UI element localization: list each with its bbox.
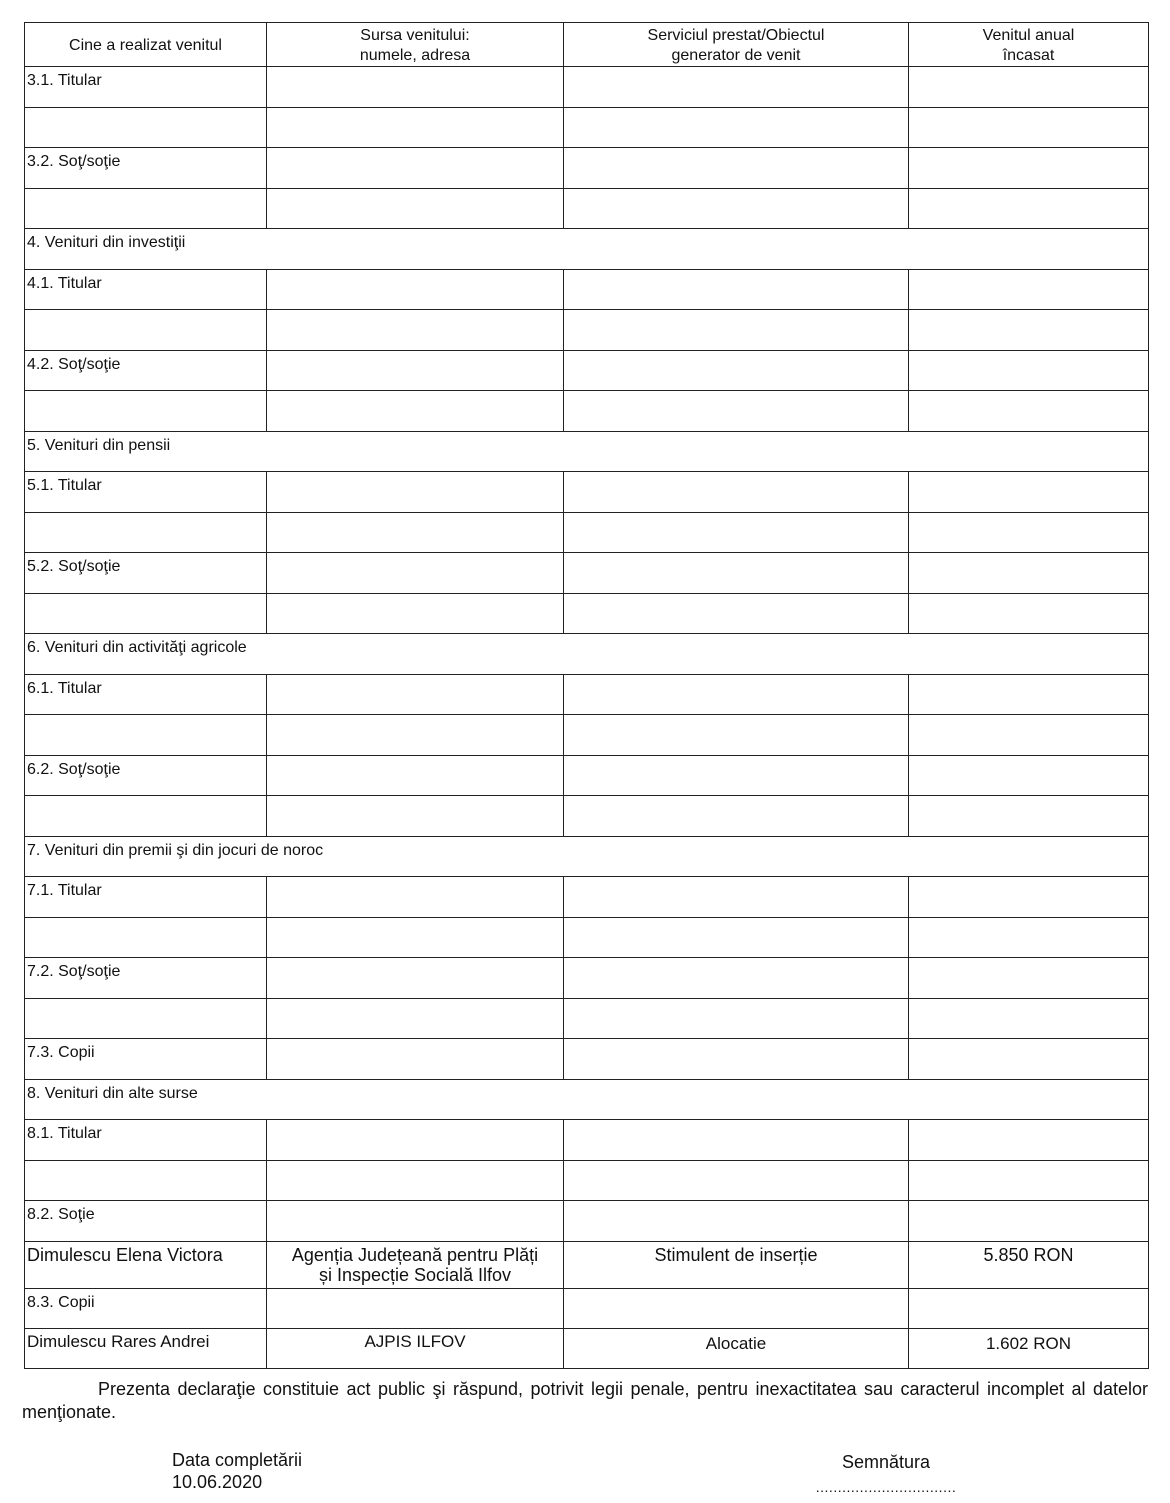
row-label: 7.1. Titular [25, 877, 267, 918]
table-row [25, 67, 1149, 108]
entry-source: AJPIS ILFOV [267, 1329, 564, 1369]
table-row [25, 107, 1149, 148]
statement-text: Prezenta declaraţie constituie act public şi răspund, potrivit legii penale, pentru inexactitatea sau caracterul incomplet al datelor menţionate. [22, 1379, 1148, 1422]
table-row [25, 350, 1149, 391]
date-value: 10.06.2020 [172, 1471, 263, 1492]
entry-amount: 5.850 RON [909, 1241, 1149, 1288]
header-amount: Venitul anual încasat [909, 23, 1149, 67]
section-title: 4. Venituri din investiţii [25, 229, 1149, 270]
row-label: 5.1. Titular [25, 472, 267, 513]
section-row [25, 431, 1149, 472]
table-row [25, 674, 1149, 715]
table-row [25, 593, 1149, 634]
table-row [25, 269, 1149, 310]
entry-amount: 1.602 RON [909, 1329, 1149, 1369]
row-label: 4.1. Titular [25, 269, 267, 310]
section-title: 7. Venituri din premii şi din jocuri de noroc [25, 836, 1149, 877]
section-row [25, 229, 1149, 270]
table-row [25, 796, 1149, 837]
table-row [25, 715, 1149, 756]
table-row [25, 1288, 1149, 1329]
completion-date [172, 1450, 302, 1493]
row-label: 5.2. Soţ/soţie [25, 553, 267, 594]
table-row-entry-wife [25, 1241, 1149, 1288]
table-row [25, 188, 1149, 229]
table-row [25, 1201, 1149, 1242]
header-source: Sursa venitului: numele, adresa [267, 23, 564, 67]
section-title: 8. Venituri din alte surse [25, 1079, 1149, 1120]
table-row [25, 512, 1149, 553]
signature-line: ................................ [815, 1479, 957, 1495]
row-label: 8.1. Titular [25, 1120, 267, 1161]
row-label: 6.2. Soţ/soţie [25, 755, 267, 796]
declaration-statement [22, 1378, 1148, 1423]
row-label: 7.3. Copii [25, 1039, 267, 1080]
table-row [25, 1120, 1149, 1161]
table-row [25, 310, 1149, 351]
table-row [25, 1039, 1149, 1080]
row-label: 3.2. Soţ/soţie [25, 148, 267, 189]
row-label: 4.2. Soţ/soţie [25, 350, 267, 391]
section-title: 5. Venituri din pensii [25, 431, 1149, 472]
entry-service: Alocatie [564, 1329, 909, 1369]
entry-name: Dimulescu Rares Andrei [25, 1329, 267, 1369]
table-row-entry-child [25, 1329, 1149, 1369]
income-table [24, 22, 1149, 1369]
table-row [25, 148, 1149, 189]
table-row [25, 553, 1149, 594]
row-label: 6.1. Titular [25, 674, 267, 715]
table-row [25, 1160, 1149, 1201]
entry-service: Stimulent de inserție [564, 1241, 909, 1288]
table-header-row [25, 23, 1149, 67]
section-row [25, 1079, 1149, 1120]
row-label: 7.2. Soţ/soţie [25, 958, 267, 999]
table-row [25, 998, 1149, 1039]
entry-source: Agenția Județeană pentru Plăți și Inspecție Socială Ilfov [267, 1241, 564, 1288]
section-title: 6. Venituri din activităţi agricole [25, 634, 1149, 675]
entry-name: Dimulescu Elena Victora [25, 1241, 267, 1288]
signature-block [776, 1452, 996, 1495]
table-row [25, 472, 1149, 513]
table-row [25, 877, 1149, 918]
table-row [25, 391, 1149, 432]
row-label: 8.2. Soţie [25, 1201, 267, 1242]
date-label: Data completării [172, 1450, 303, 1470]
header-who: Cine a realizat venitul [25, 23, 267, 67]
header-service: Serviciul prestat/Obiectul generator de venit [564, 23, 909, 67]
row-label: 3.1. Titular [25, 67, 267, 108]
table-row [25, 958, 1149, 999]
signature-label: Semnătura [841, 1452, 931, 1472]
table-row [25, 917, 1149, 958]
row-label: 8.3. Copii [25, 1288, 267, 1329]
table-row [25, 755, 1149, 796]
section-row [25, 836, 1149, 877]
section-row [25, 634, 1149, 675]
income-declaration-sheet [24, 22, 1148, 1369]
